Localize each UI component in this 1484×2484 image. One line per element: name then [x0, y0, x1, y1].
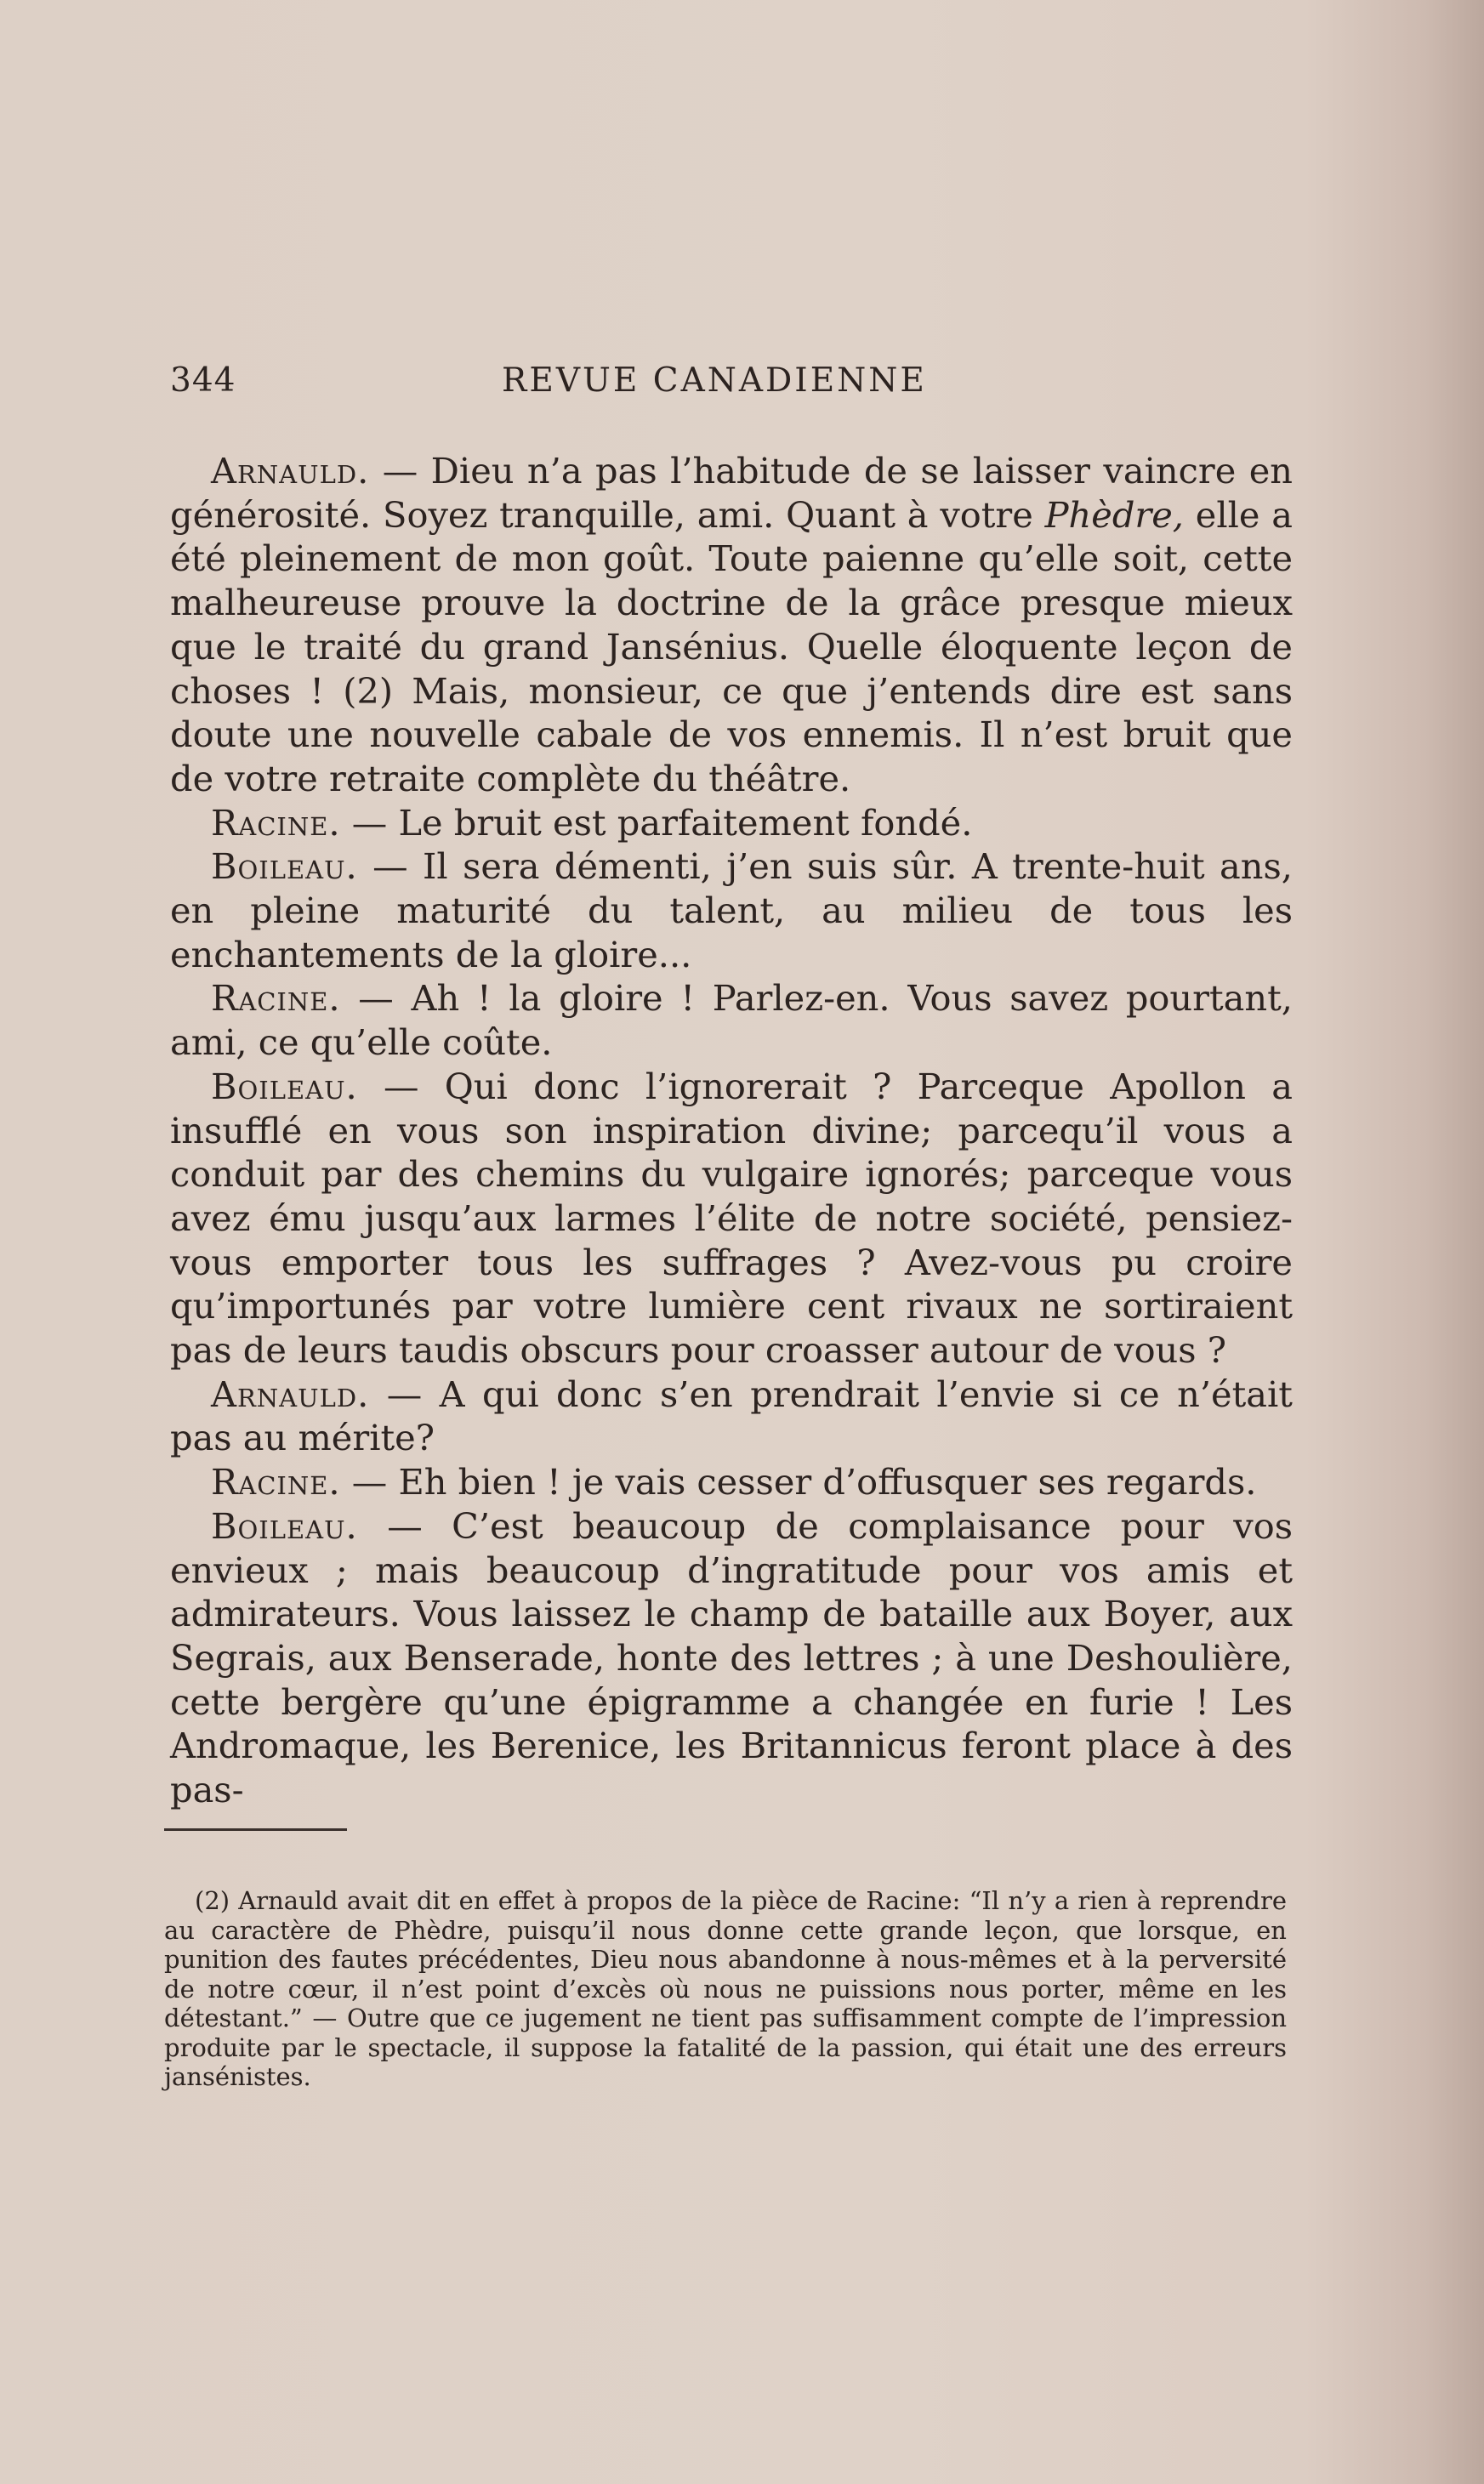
dialogue-paragraph: [170, 1504, 1293, 1812]
italic-title: Phèdre,: [1044, 493, 1184, 536]
running-title: REVUE CANADIENNE: [502, 361, 927, 400]
speech-text: — Il sera démenti, j’en suis sûr. A trente-huit ans, en pleine maturité du talent, au milieu de tous les enchantements de la gloire...: [170, 845, 1293, 975]
speaker-name: Racine.: [211, 1461, 341, 1503]
dialogue-paragraph: [170, 844, 1293, 976]
running-header: [170, 361, 1293, 404]
dialogue-paragraph: [170, 449, 1293, 801]
footnote: (2) Arnauld avait dit en effet à propos de la pièce de Racine: “Il n’y a rien à reprendre au caractère de Phèdre, puisqu’il nous donne cette grande leçon, que lorsque, en punition des fautes précédentes, Dieu nous abandonne à nous-mêmes et à la perversité de notre cœur, il n’est point d’excès où nous ne puissions nous porter, même en les détestant.” — Outre que ce jugement ne tient pas suffisamment compte de l’impression produite par le spectacle, il suppose la fatalité de la passion, qui était une des erreurs jansénistes.: [164, 1886, 1287, 2091]
speech-text: — Qui donc l’ignorerait ? Parceque Apollon a insufflé en vous son inspiration divine; parcequ’il vous a conduit par des chemins du vulgaire ignorés; parceque vous avez ému jusqu’aux larmes l’élite de notre société, pensiez-vous emporter tous les suffrages ? Avez-vous pu croire qu’importunés par votre lumière cent rivaux ne sortiraient pas de leurs taudis obscurs pour croasser autour de vous ?: [170, 1065, 1293, 1372]
dialogue-paragraph: [170, 976, 1293, 1064]
speech-text: — A qui donc s’en prendrait l’envie si ce n’était pas au mérite?: [170, 1373, 1293, 1459]
speaker-name: Boileau.: [211, 1504, 358, 1547]
speech-text: — Eh bien ! je vais cesser d’offusquer ses regards.: [340, 1461, 1257, 1503]
speaker-name: Racine.: [211, 801, 341, 844]
dialogue-text: [170, 449, 1293, 1812]
dialogue-paragraph: [170, 801, 1293, 845]
speaker-name: Racine.: [211, 977, 341, 1020]
speaker-name: Boileau.: [211, 845, 358, 888]
speech-text: — Dieu n’a pas l’habitude de se laisser vaincre en générosité. Soyez tranquille, ami. Quant à votre: [170, 450, 1293, 536]
speaker-name: Arnauld.: [211, 1373, 370, 1415]
speech-text: — Le bruit est parfaitement fondé.: [340, 801, 973, 844]
dialogue-paragraph: [170, 1065, 1293, 1373]
speech-text: elle a été pleinement de mon goût. Toute paienne qu’elle soit, cette malheureuse prouve la doctrine de la grâce presque mieux que le traité du grand Jansénius. Quelle éloquente leçon de choses ! (2) Mais, monsieur, ce que j’entends dire est sans doute une nouvelle cabale de vos ennemis. Il n’est bruit que de votre retraite complète du théâtre.: [170, 493, 1293, 799]
speaker-name: Boileau.: [211, 1065, 358, 1107]
speaker-name: Arnauld.: [211, 450, 370, 492]
dialogue-paragraph: [170, 1373, 1293, 1460]
footnote-divider: [164, 1828, 347, 1831]
speech-text: — C’est beaucoup de complaisance pour vos envieux ; mais beaucoup d’ingratitude pour vos amis et admirateurs. Vous laissez le champ de bataille aux Boyer, aux Segrais, aux Benserade, honte des lettres ; à une Deshoulière, cette bergère qu’une épigramme a changée en furie ! Les Andromaque, les Berenice, les Britannicus feront place à des pas-: [170, 1504, 1293, 1811]
speech-text: — Ah ! la gloire ! Parlez-en. Vous savez pourtant, ami, ce qu’elle coûte.: [170, 977, 1293, 1064]
page-number: 344: [170, 361, 236, 400]
dialogue-paragraph: [170, 1460, 1293, 1504]
